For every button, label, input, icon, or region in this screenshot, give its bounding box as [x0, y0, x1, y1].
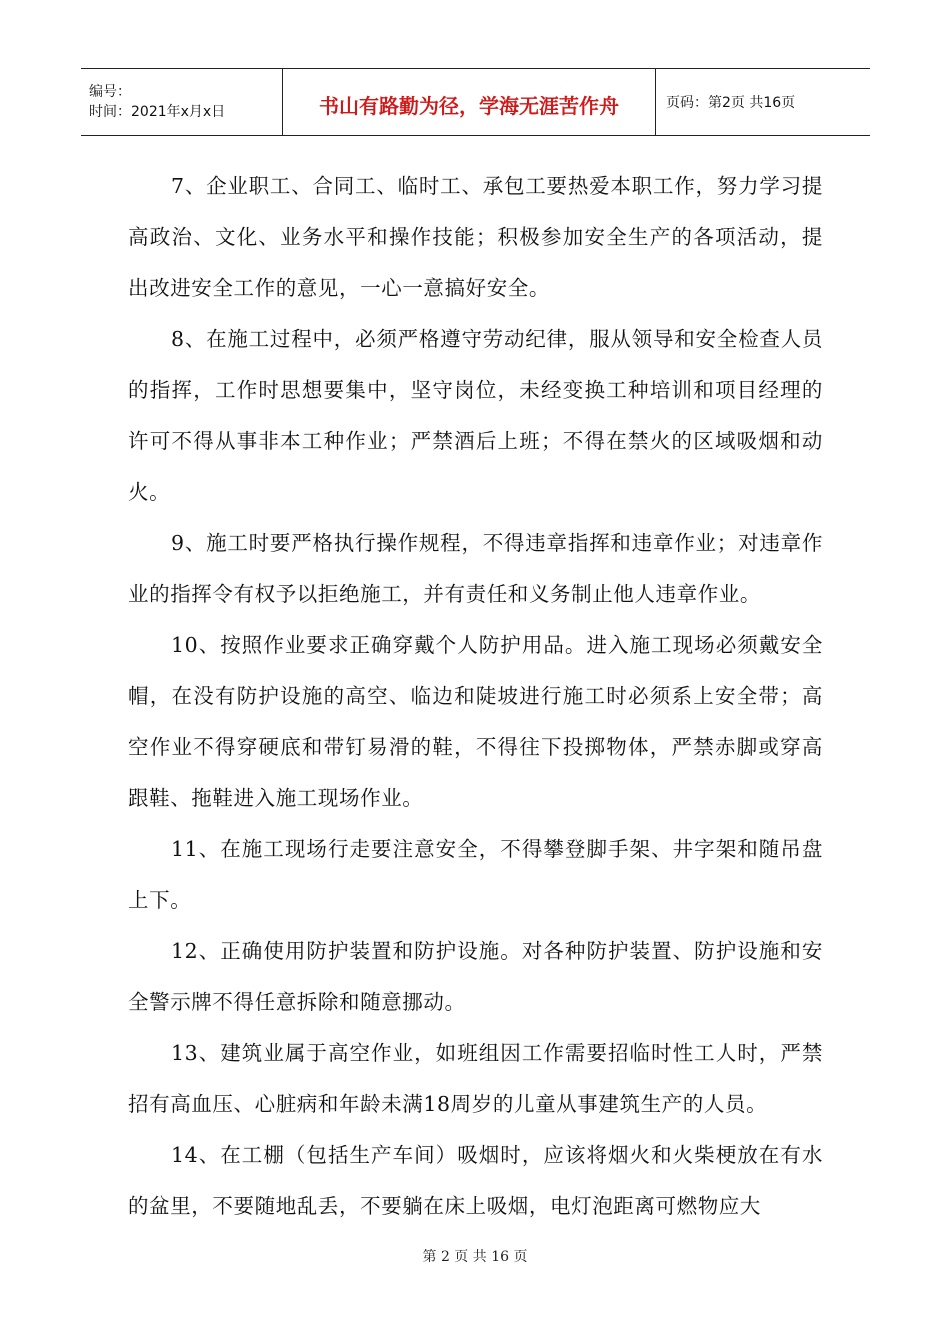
paragraph-8: 8、在施工过程中，必须严格遵守劳动纪律，服从领导和安全检查人员的指挥，工作时思想要集中，坚守岗位，未经变换工种培训和项目经理的许可不得从事非本工种作业；严禁酒后上班；不得在禁火的区域吸烟和动火。 — [128, 327, 823, 504]
paragraph-10: 10、按照作业要求正确穿戴个人防护用品。进入施工现场必须戴安全帽，在没有防护设施的高空、临边和陡坡进行施工时必须系上安全带；高空作业不得穿硬底和带钉易滑的鞋，不得往下投掷物体，严禁赤脚或穿高跟鞋、拖鞋进入施工现场作业。 — [128, 633, 823, 810]
paragraph-7: 7、企业职工、合同工、临时工、承包工要热爱本职工作，努力学习提高政治、文化、业务水平和操作技能；积极参加安全生产的各项活动，提出改进安全工作的意见，一心一意搞好安全。 — [128, 174, 823, 300]
header-page-cell — [656, 69, 870, 135]
motto-text: 书山有路勤为径，学海无涯苦作舟 — [319, 93, 619, 118]
header-meta-cell — [81, 69, 283, 135]
paragraph-11: 11、在施工现场行走要注意安全，不得攀登脚手架、井字架和随吊盘上下。 — [128, 837, 823, 912]
paragraph-14: 14、在工棚（包括生产车间）吸烟时，应该将烟火和火柴梗放在有水的盆里，不要随地乱丢，不要躺在床上吸烟，电灯泡距离可燃物应大 — [128, 1143, 823, 1218]
paragraph-12: 12、正确使用防护装置和防护设施。对各种防护装置、防护设施和安全警示牌不得任意拆除和随意挪动。 — [128, 939, 823, 1014]
paragraph-13: 13、建筑业属于高空作业，如班组因工作需要招临时性工人时，严禁招有高血压、心脏病和年龄未满18周岁的儿童从事建筑生产的人员。 — [128, 1041, 823, 1116]
page-info: 页码：第2页 共16页 — [666, 95, 796, 111]
document-body — [128, 161, 823, 1232]
paragraph-9: 9、施工时要严格执行操作规程，不得违章指挥和违章作业；对违章作业的指挥令有权予以拒绝施工，并有责任和义务制止他人违章作业。 — [128, 531, 823, 606]
number-label: 编号： — [89, 84, 131, 100]
footer-page-number: 第 2 页 共 16 页 — [422, 1249, 528, 1265]
page-footer — [0, 1246, 950, 1266]
header-motto-cell — [283, 69, 656, 135]
time-label: 时间：2021年x月x日 — [89, 104, 226, 120]
header-table — [81, 68, 870, 136]
